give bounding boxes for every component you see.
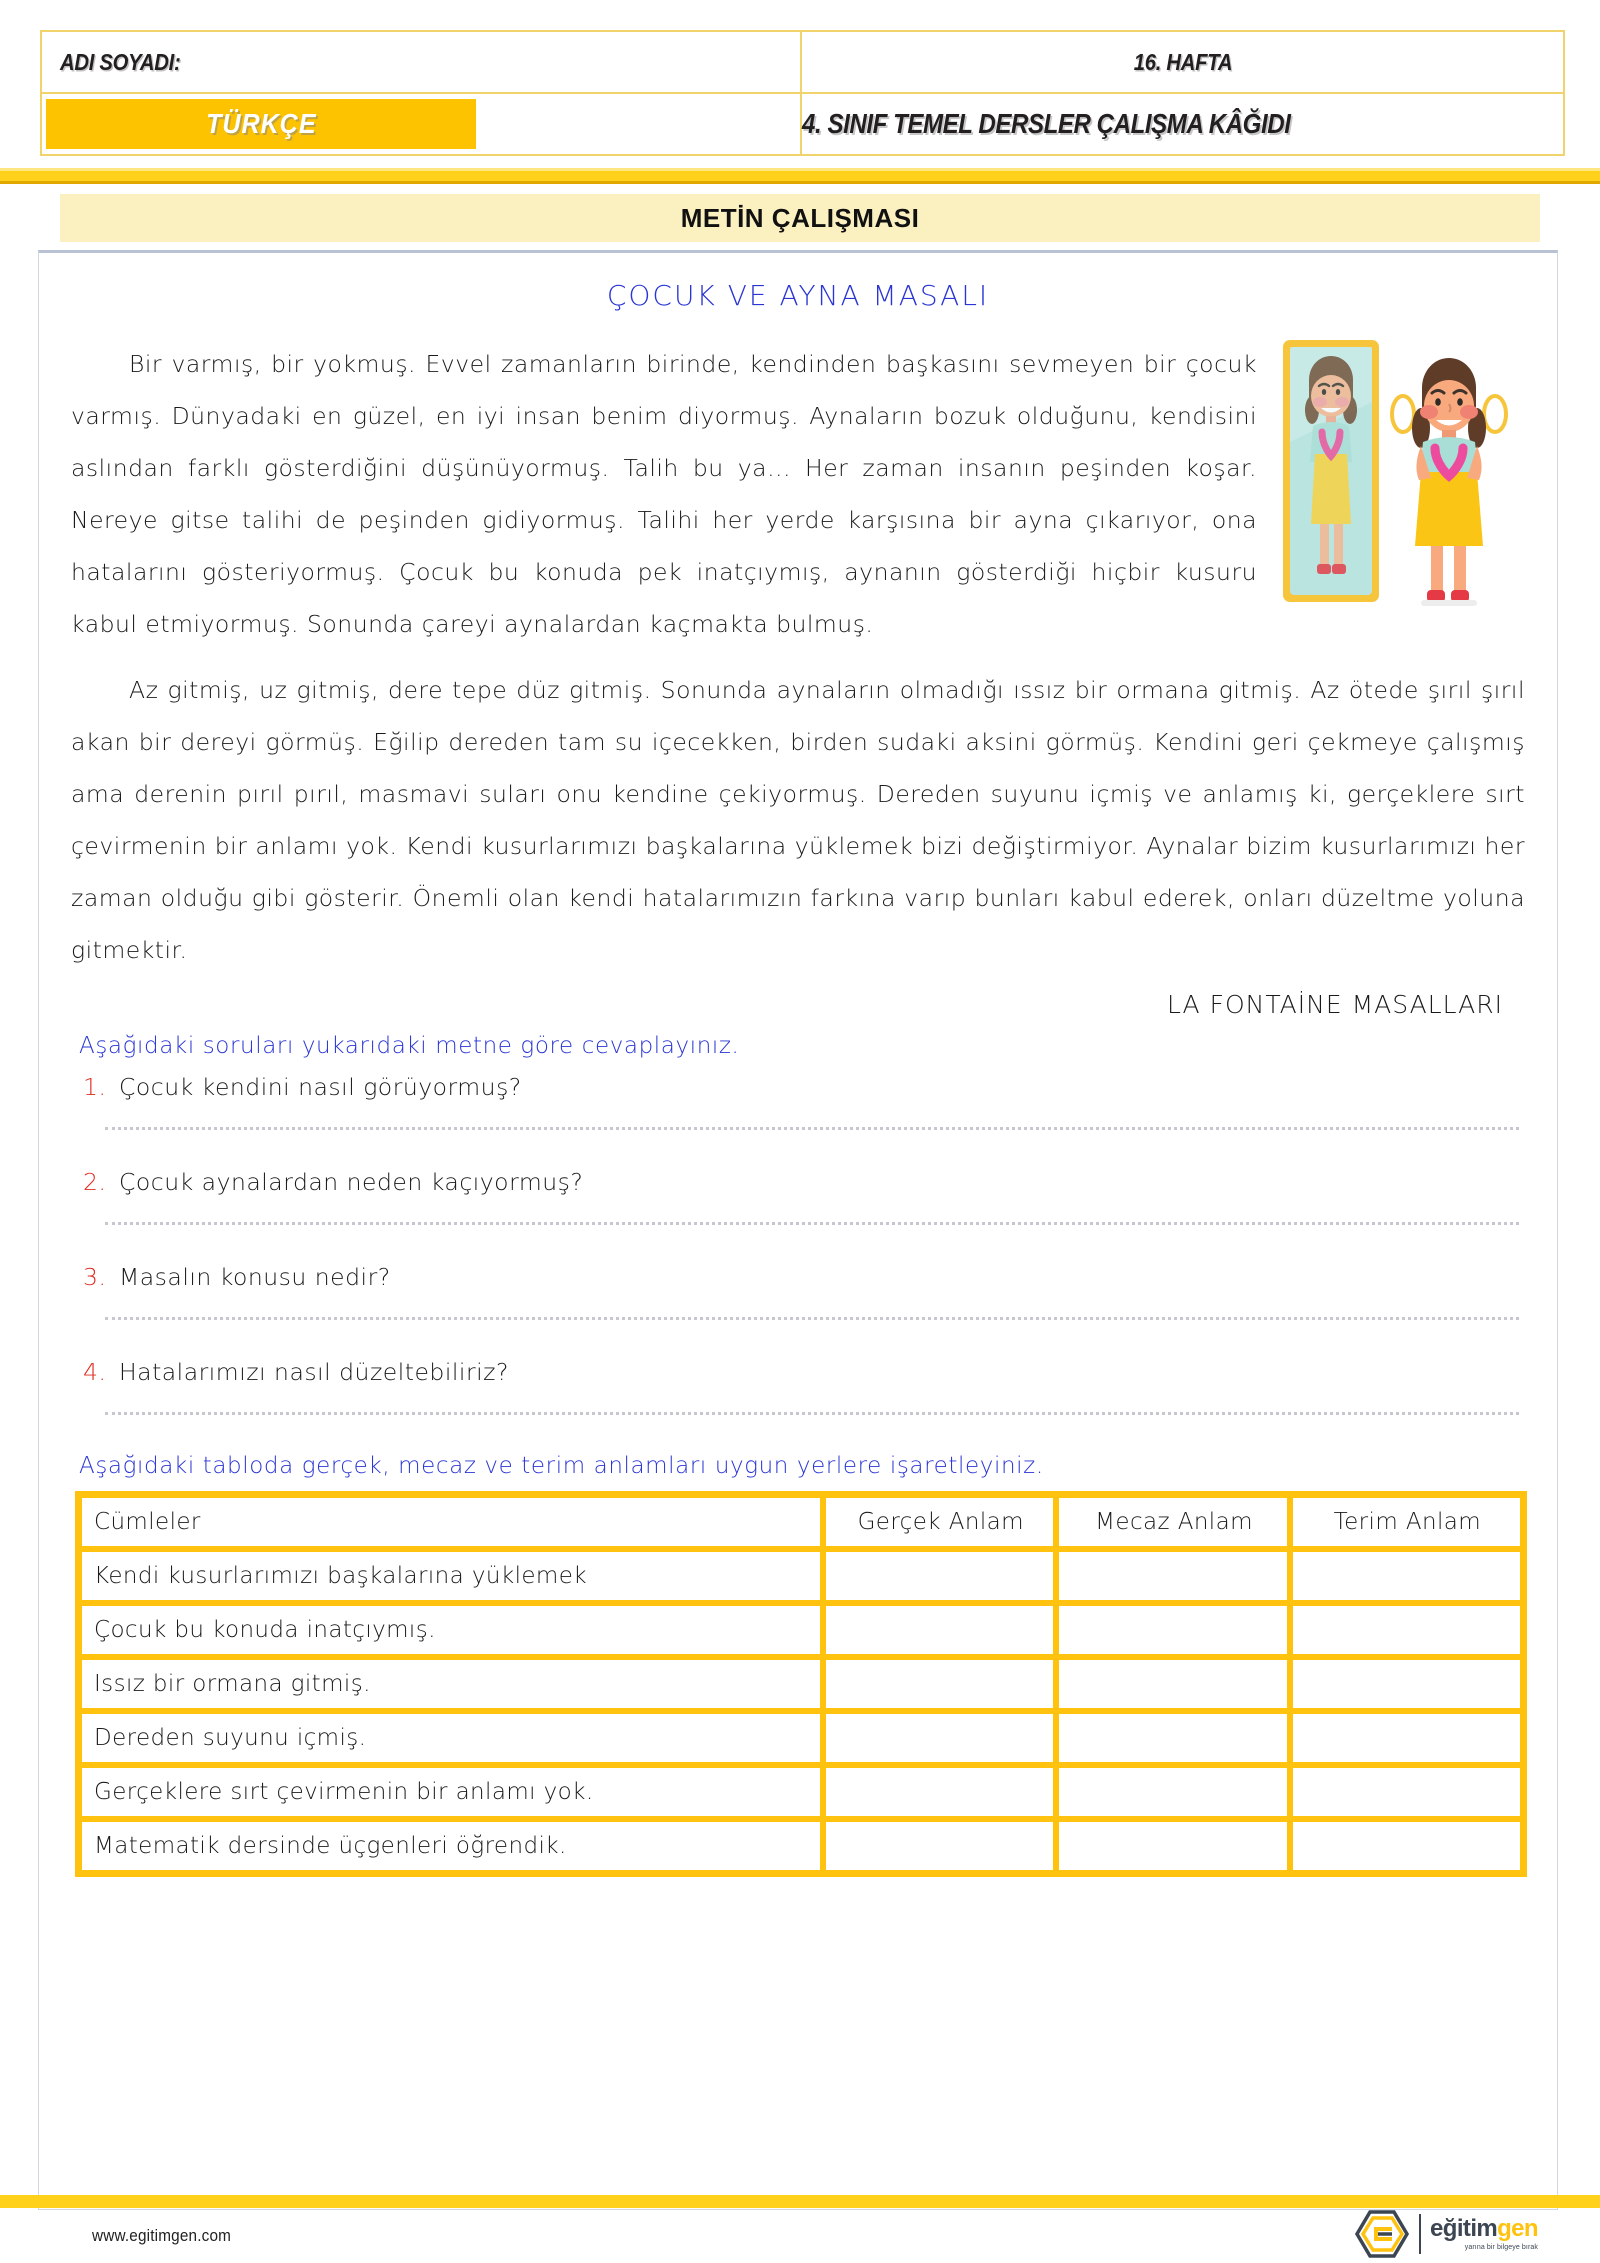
page-footer xyxy=(0,2208,1600,2263)
sentence-cell: Matematik dersinde üçgenleri öğrendik. xyxy=(79,1819,823,1873)
story-paragraph-2: Az gitmiş, uz gitmiş, dere tepe düz gitmiş. Sonunda aynaların olmadığı ıssız bir ormana gitmiş. Az ötede şırıl şırıl akan bir dereyi görmüş. Eğilip dereden tam su içecekken, birden sudaki aksini görmüş. Kendini geri çekmeye çalışmış ama derenin pırıl pırıl, masmavi suları onu kendine çekiyormuş. Dereden suyunu içmiş ve anlamış ki, gerçeklere sırt çevirmenin bir anlamı yok. Kendi kusurlarımızı başkalarına yüklemek bizi değiştirmiyor. Aynalar bizim kusurlarımızı her zaman olduğu gibi gösterir. Önemli olan kendi hatalarımızın farkına varıp bunları kabul ederek, onları düzeltme yoluna gitmektir. xyxy=(71,676,1525,964)
answer-line[interactable] xyxy=(105,1222,1519,1225)
sentence-cell: Issız bir ormana gitmiş. xyxy=(79,1657,823,1711)
mecaz-checkbox-cell[interactable] xyxy=(1056,1603,1289,1657)
terim-checkbox-cell[interactable] xyxy=(1290,1765,1523,1819)
question-number: 3. xyxy=(83,1263,107,1291)
question-item xyxy=(83,1073,1525,1101)
column-header-sentences: Cümleler xyxy=(79,1495,823,1549)
section-banner xyxy=(60,194,1540,242)
sentence-cell: Çocuk bu konuda inatçıymış. xyxy=(79,1603,823,1657)
question-text: Çocuk aynalardan neden kaçıyormuş? xyxy=(119,1168,584,1196)
sentence-cell: Kendi kusurlarımızı başkalarına yüklemek xyxy=(79,1549,823,1603)
gercek-checkbox-cell[interactable] xyxy=(823,1603,1056,1657)
subject-badge xyxy=(46,99,476,149)
gercek-checkbox-cell[interactable] xyxy=(823,1819,1056,1873)
question-text: Masalın konusu nedir? xyxy=(119,1263,391,1291)
table-instruction: Aşağıdaki tabloda gerçek, mecaz ve terim anlamları uygun yerlere işaretleyiniz. xyxy=(79,1453,1044,1479)
egitimgen-logo[interactable] xyxy=(1354,2208,1538,2260)
answer-line[interactable] xyxy=(105,1412,1519,1415)
sentence-cell: Dereden suyunu içmiş. xyxy=(79,1711,823,1765)
name-label: ADI SOYADI: xyxy=(60,48,181,75)
logo-tagline: yarına bir bilgeye bırak xyxy=(1464,2244,1538,2251)
question-number: 1. xyxy=(83,1073,107,1101)
mecaz-checkbox-cell[interactable] xyxy=(1056,1657,1289,1711)
footer-url[interactable]: www.egitimgen.com xyxy=(92,2225,232,2245)
subject-cell xyxy=(41,93,801,155)
table-row xyxy=(79,1549,1523,1603)
name-field-cell[interactable] xyxy=(41,31,801,93)
terim-checkbox-cell[interactable] xyxy=(1290,1549,1523,1603)
question-number: 2. xyxy=(83,1168,107,1196)
column-header-mecaz: Mecaz Anlam xyxy=(1056,1495,1289,1549)
story-title: ÇOCUK VE AYNA MASALI xyxy=(606,279,990,312)
terim-checkbox-cell[interactable] xyxy=(1290,1711,1523,1765)
logo-word-b: gen xyxy=(1497,2215,1538,2242)
table-row xyxy=(79,1819,1523,1873)
question-text: Çocuk kendini nasıl görüyormuş? xyxy=(119,1073,522,1101)
terim-checkbox-cell[interactable] xyxy=(1290,1819,1523,1873)
question-item xyxy=(83,1168,1525,1196)
gercek-checkbox-cell[interactable] xyxy=(823,1711,1056,1765)
worksheet-header xyxy=(0,0,1600,156)
logo-word-a: eğitim xyxy=(1430,2215,1498,2242)
section-banner-label: METİN ÇALIŞMASI xyxy=(680,202,920,233)
question-number: 4. xyxy=(83,1358,107,1386)
terim-checkbox-cell[interactable] xyxy=(1290,1657,1523,1711)
question-item xyxy=(83,1263,1525,1291)
sheet-title-label: 4. SINIF TEMEL DERSLER ÇALIŞMA KÂĞIDI xyxy=(802,108,1291,139)
header-table xyxy=(40,30,1565,156)
table-header-row xyxy=(79,1495,1523,1549)
content-area xyxy=(38,250,1558,2210)
table-row xyxy=(79,1711,1523,1765)
logo-wordmark xyxy=(1430,2217,1538,2251)
logo-word-row xyxy=(1430,2217,1538,2241)
question-text: Hatalarımızı nasıl düzeltebiliriz? xyxy=(119,1358,509,1386)
question-item xyxy=(83,1358,1525,1386)
sentence-cell: Gerçeklere sırt çevirmenin bir anlamı yok. xyxy=(79,1765,823,1819)
gercek-checkbox-cell[interactable] xyxy=(823,1657,1056,1711)
questions-instruction: Aşağıdaki soruları yukarıdaki metne göre cevaplayınız. xyxy=(79,1033,740,1059)
week-cell xyxy=(801,31,1564,93)
mecaz-checkbox-cell[interactable] xyxy=(1056,1765,1289,1819)
girl-looking-in-mirror-illustration xyxy=(1279,332,1517,612)
header-row-subject xyxy=(41,93,1564,155)
table-row xyxy=(79,1603,1523,1657)
footer-accent-bar xyxy=(0,2195,1600,2208)
story-attribution: LA FONTAİNE MASALLARI xyxy=(1167,990,1503,1019)
gercek-checkbox-cell[interactable] xyxy=(823,1765,1056,1819)
sheet-title-cell xyxy=(801,93,1564,155)
header-row-identity xyxy=(41,31,1564,93)
header-accent-bar xyxy=(0,168,1600,184)
meaning-table xyxy=(75,1491,1527,1877)
answer-line[interactable] xyxy=(105,1127,1519,1130)
table-row xyxy=(79,1765,1523,1819)
column-header-gercek: Gerçek Anlam xyxy=(823,1495,1056,1549)
mecaz-checkbox-cell[interactable] xyxy=(1056,1549,1289,1603)
column-header-terim: Terim Anlam xyxy=(1290,1495,1523,1549)
answer-line[interactable] xyxy=(105,1317,1519,1320)
story-paragraph-1: Bir varmış, bir yokmuş. Evvel zamanların birinde, kendinden başkasını sevmeyen bir çocuk varmış. Dünyadaki en güzel, en iyi insan benim diyormuş. Aynaların bozuk olduğunu, kendisini aslından farklı gösterdiğini düşünüyormuş. Talih bu ya... Her zaman insanın peşinden koşar. Nereye gitse talihi de peşinden gidiyormuş. Talihi her yerde karşısına bir ayna çıkarıyor, ona hatalarını gösteriyormuş. Çocuk bu konuda pek inatçıymış, aynanın gösterdiği hiçbir kusuru kabul etmiyormuş. Sonunda çareyi aynalardan kaçmakta bulmuş. xyxy=(71,350,1257,638)
terim-checkbox-cell[interactable] xyxy=(1290,1603,1523,1657)
table-row xyxy=(79,1657,1523,1711)
questions-list xyxy=(83,1073,1525,1415)
week-label: 16. HAFTA xyxy=(1133,48,1232,75)
subject-label: TÜRKÇE xyxy=(205,108,317,139)
gercek-checkbox-cell[interactable] xyxy=(823,1549,1056,1603)
hexagon-e-logo-icon xyxy=(1354,2209,1410,2259)
logo-divider xyxy=(1419,2214,1421,2254)
mecaz-checkbox-cell[interactable] xyxy=(1056,1819,1289,1873)
mecaz-checkbox-cell[interactable] xyxy=(1056,1711,1289,1765)
